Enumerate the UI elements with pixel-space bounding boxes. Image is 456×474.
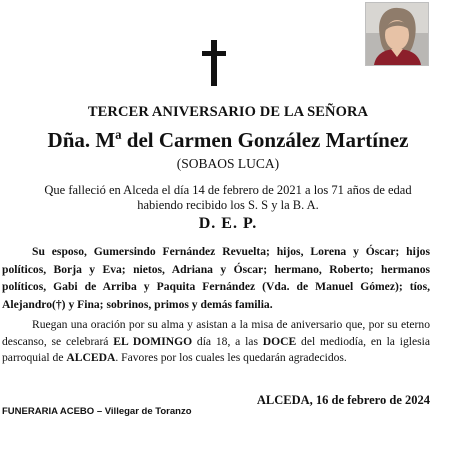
death-info-line-1: Que falleció en Alceda el día 14 de febrero de 2021 a los 71 años de edad [44, 183, 412, 197]
mass-time: DOCE [262, 334, 297, 348]
mass-text-part: Ruegan una oración por su alma y asistan a la misa de aniversario que, por su eterno descanso, se celebrará [2, 318, 430, 348]
deceased-photo [365, 2, 429, 66]
portrait-icon [366, 3, 428, 65]
cross-icon [198, 38, 230, 88]
family-paragraph: Su esposo, Gumersindo Fernández Revuelta; hijos, Lorena y Óscar; hijos políticos, Borja y Eva; nietos, Adriana y Óscar; hermano, Roberto; hermanos políticos, Gabi de Arriba y Paquita Fernández (Vda. de Manuel Gómez); tíos, Alejandro(†) y Fina; sobrinos, primos y demás familia. [2, 245, 430, 311]
death-info-line-2: habiendo recibido los S. S y la B. A. [137, 198, 319, 212]
deceased-nickname: (SOBAOS LUCA) [176, 156, 280, 171]
mass-text-part: . Favores por los cuales les quedarán agradecidos. [115, 351, 347, 364]
mass-announcement-paragraph [2, 317, 430, 367]
rip-text: D. E. P. [198, 215, 258, 232]
mass-text-part: del mediodía, en la iglesia parroquial de [2, 334, 430, 364]
date-line: ALCEDA, 16 de febrero de 2024 [256, 393, 430, 407]
mass-day: EL DOMINGO [113, 334, 193, 348]
mass-text-part: día 18, a las [192, 334, 263, 348]
deceased-name: Dña. Mª del Carmen González Martínez [47, 128, 409, 152]
funeral-home: FUNERARIA ACEBO – Villegar de Toranzo [2, 406, 192, 417]
mass-place: ALCEDA [66, 351, 116, 364]
anniversary-heading: TERCER ANIVERSARIO DE LA SEÑORA [87, 104, 369, 120]
